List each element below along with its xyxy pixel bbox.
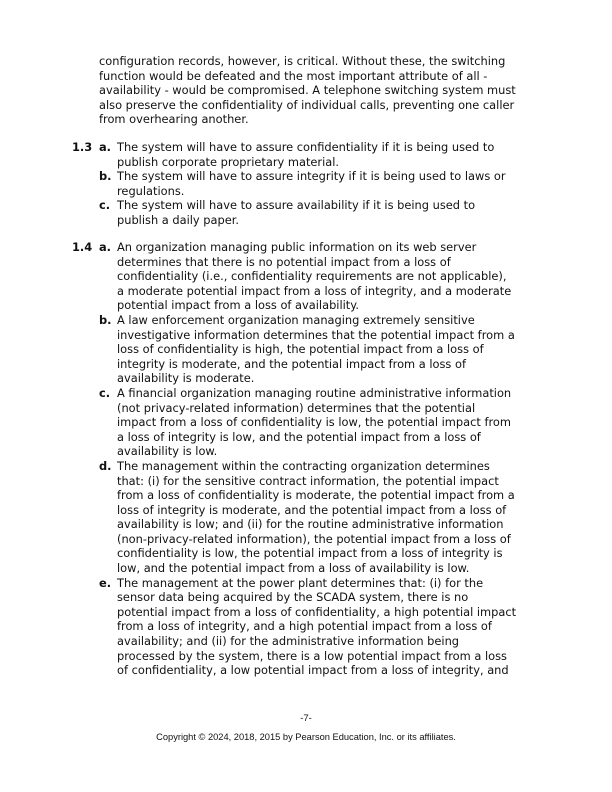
text-line: also preserve the confidentiality of individual calls, preventing one caller [99,97,515,112]
text-line: from a loss of confidentiality is moderate, the potential impact from a [117,488,515,503]
text-line: (non-privacy-related information), the potential impact from a loss of [117,531,511,546]
text-line: a moderate potential impact from a loss of integrity, and a moderate [117,283,512,298]
answer-item-c [72,386,552,459]
answer-item-c [72,198,552,227]
text-line: An organization managing public information on its web server [117,240,477,254]
answer-item-b [72,169,552,198]
text-line: availability; and (ii) for the administrative information being [117,634,460,649]
page-number: -7- [300,713,312,724]
text-line: potential impact from a loss of availability. [117,298,359,313]
answer-item-a [72,240,552,313]
item-label: a. [99,240,112,254]
text-line: availability is moderate. [117,371,255,386]
text-line: publish a daily paper. [117,212,239,227]
answer-item-a [72,140,552,169]
text-line: regulations. [117,183,185,198]
text-line: The system will have to assure integrity if it is being used to laws or [117,169,506,184]
copyright-notice: Copyright © 2024, 2018, 2015 by Pearson Education, Inc. or its affiliates. [156,732,456,742]
text-line: publish corporate proprietary material. [117,154,340,169]
text-line: potential impact from a loss of confidentiality, a high potential impact [117,604,517,619]
item-label: e. [99,575,112,590]
text-line: loss of confidentiality is high, the potential impact from a loss of [117,342,484,357]
section-number: 1.4 [72,240,93,254]
text-line: confidentiality is low, the potential impact from a loss of integrity is [117,546,503,561]
text-line: The management at the power plant determines that: (i) for the [117,575,484,590]
intro-paragraph [99,54,549,127]
text-line: configuration records, however, is critical. Without these, the switching [99,54,506,68]
text-line: availability is low; and (ii) for the routine administrative information [117,517,504,532]
text-line: determines that there is no potential impact from a loss of [117,254,451,269]
text-line: confidentiality (i.e., confidentiality requirements are not applicable), [117,269,507,284]
item-label: b. [99,169,112,184]
text-line: function would be defeated and the most important attribute of all - [99,68,488,83]
item-label: c. [99,385,111,400]
text-line: availability is low. [117,444,218,459]
item-label: b. [99,312,112,327]
section-number: 1.3 [72,140,93,154]
item-label: c. [99,198,111,213]
text-line: (not privacy-related information) determines that the potential [117,400,476,415]
answer-item-d [72,459,552,576]
text-line: A financial organization managing routine administrative information [117,385,512,400]
text-line: from overhearing another. [99,112,249,127]
answer-section-1-4 [72,240,552,678]
text-line: sensor data being acquired by the SCADA system, there is no [117,590,469,605]
text-line: of confidentiality, a low potential impact from a loss of integrity, and [117,663,509,678]
text-line: loss of integrity is moderate, and the potential impact from a loss of [117,502,507,517]
text-line: The system will have to assure confidentiality if it is being used to [117,140,495,154]
item-label: d. [99,458,112,473]
text-line: availability - would be compromised. A telephone switching system must [99,83,516,98]
text-line: impact from a loss of confidentiality is low, the potential impact from [117,415,511,430]
answer-item-b [72,313,552,386]
text-line: The system will have to assure availability if it is being used to [117,198,476,213]
text-line: a loss of integrity is low, and the potential impact from a loss of [117,429,481,444]
answer-section-1-3 [72,140,552,228]
text-line: from a loss of integrity, and a high potential impact from a loss of [117,619,492,634]
text-line: that: (i) for the sensitive contract information, the potential impact [117,473,499,488]
answer-item-e [72,576,552,678]
text-line: integrity is moderate, and the potential impact from a loss of [117,356,466,371]
text-line: A law enforcement organization managing extremely sensitive [117,312,475,327]
item-label: a. [99,140,112,154]
text-line: processed by the system, there is a low potential impact from a loss [117,648,507,663]
text-line: The management within the contracting organization determines [117,458,490,473]
text-line: investigative information determines that the potential impact from a [117,327,515,342]
text-line: low, and the potential impact from a loss of availability is low. [117,561,470,576]
